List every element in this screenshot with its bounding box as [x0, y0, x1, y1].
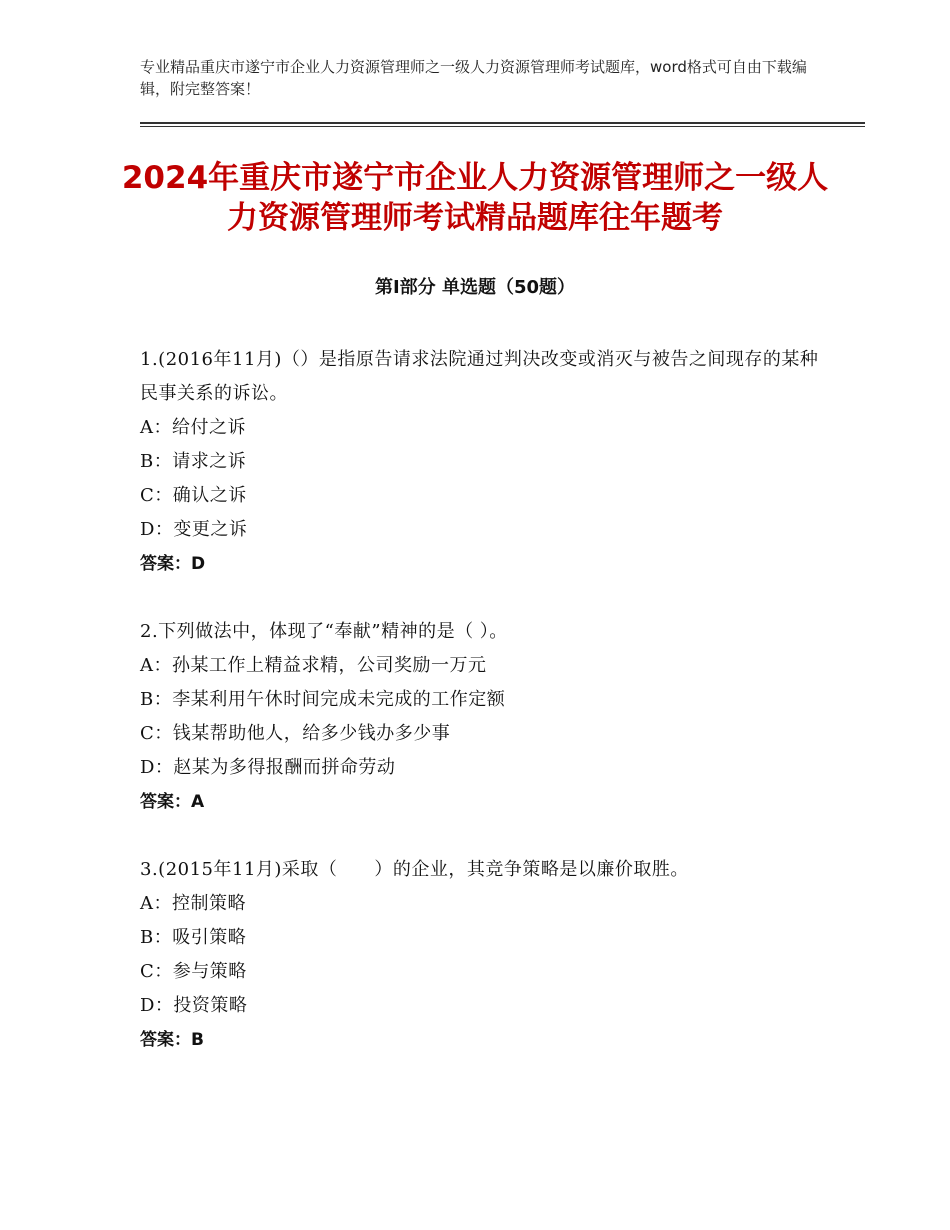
question-stem: 2.下列做法中，体现了“奉献”精神的是（ ）。	[140, 621, 508, 642]
option-b: B：李某利用午休时间完成未完成的工作定额	[140, 689, 506, 710]
option-d: D：赵某为多得报酬而拼命劳动	[140, 757, 396, 778]
option-b: B：吸引策略	[140, 927, 247, 948]
option-c: C：确认之诉	[140, 485, 247, 506]
option-a: A：给付之诉	[140, 417, 246, 438]
question-stem: 1.(2016年11月)（）是指原告请求法院通过判决改变或消灭与被告之间现存的某种民事关系的诉讼。	[140, 349, 819, 404]
option-a: A：控制策略	[140, 893, 246, 914]
option-b: B：请求之诉	[140, 451, 247, 472]
header-divider-thick	[140, 122, 865, 124]
header-divider	[140, 122, 865, 128]
answer-line: 答案：A	[140, 792, 205, 812]
question-1	[140, 343, 820, 581]
document-title: 2024年重庆市遂宁市企业人力资源管理师之一级人力资源管理师考试精品题库往年题考	[121, 160, 829, 236]
header-divider-thin	[140, 126, 865, 127]
answer-line: 答案：D	[140, 554, 206, 574]
question-2	[140, 615, 820, 819]
answer-line: 答案：B	[140, 1030, 204, 1050]
question-list	[140, 343, 820, 1091]
option-c: C：参与策略	[140, 961, 247, 982]
section-title: 第Ⅰ部分 单选题（50题）	[374, 277, 575, 298]
option-d: D：投资策略	[140, 995, 248, 1016]
header-note: 专业精品重庆市遂宁市企业人力资源管理师之一级人力资源管理师考试题库，word格式可自由下载编辑，附完整答案！	[140, 58, 807, 98]
question-3	[140, 853, 820, 1057]
option-c: C：钱某帮助他人，给多少钱办多少事	[140, 723, 451, 744]
option-d: D：变更之诉	[140, 519, 248, 540]
option-a: A：孙某工作上精益求精，公司奖励一万元	[140, 655, 487, 676]
question-stem: 3.(2015年11月)采取（ ）的企业，其竞争策略是以廉价取胜。	[140, 859, 689, 880]
